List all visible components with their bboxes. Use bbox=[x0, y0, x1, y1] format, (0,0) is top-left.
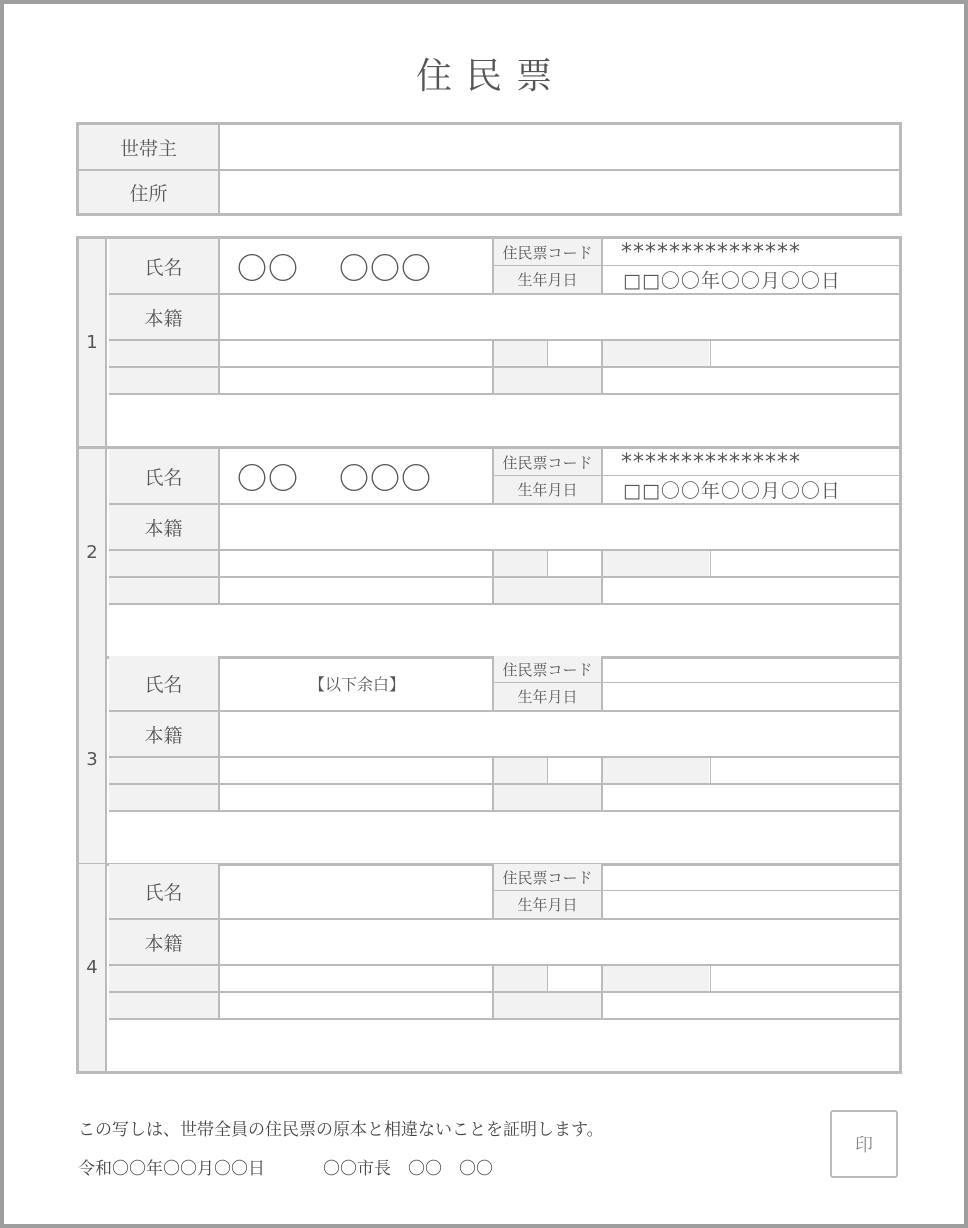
blank-label-cell bbox=[494, 341, 547, 366]
blank-label-cell bbox=[494, 966, 547, 991]
grid-line bbox=[492, 864, 494, 918]
grid-line bbox=[710, 756, 711, 783]
grid-line bbox=[710, 964, 711, 991]
grid-line bbox=[492, 449, 494, 503]
family-name: 〇〇 bbox=[237, 462, 299, 497]
given-name: 〇〇〇 bbox=[339, 252, 432, 287]
document-title: 住民票 bbox=[415, 56, 566, 97]
grid-line bbox=[109, 603, 899, 605]
issue-date: 令和〇〇年〇〇月〇〇日 bbox=[78, 1159, 265, 1179]
name-label: 氏名 bbox=[109, 656, 218, 710]
seal-label: 印 bbox=[855, 1135, 873, 1156]
grid-line bbox=[109, 810, 899, 812]
address-label: 住所 bbox=[79, 171, 218, 213]
member-name-value bbox=[237, 864, 494, 918]
grid-line bbox=[494, 265, 899, 266]
blank-label-cell bbox=[494, 578, 601, 603]
blank-label-cell bbox=[494, 368, 601, 393]
grid-line bbox=[109, 756, 899, 758]
grid-line bbox=[547, 339, 548, 366]
given-name: 〇〇〇 bbox=[339, 462, 432, 497]
blank-label-cell bbox=[494, 758, 547, 783]
resident-code-label: 住民票コード bbox=[494, 864, 601, 890]
grid-line bbox=[492, 339, 494, 393]
member-block-2 bbox=[79, 449, 899, 656]
grid-line bbox=[109, 1018, 899, 1020]
blank-label-cell bbox=[109, 578, 218, 603]
grid-line bbox=[109, 991, 899, 993]
grid-line bbox=[601, 549, 603, 603]
grid-line bbox=[109, 339, 899, 341]
grid-line bbox=[109, 549, 899, 551]
birthdate-label: 生年月日 bbox=[494, 683, 601, 710]
name-label: 氏名 bbox=[109, 449, 218, 503]
blank-label-cell bbox=[494, 551, 547, 576]
member-number: 2 bbox=[79, 449, 107, 656]
birthdate-value: □□〇〇年〇〇月〇〇日 bbox=[623, 270, 841, 292]
grid-line bbox=[601, 656, 603, 710]
member-block-4 bbox=[79, 864, 899, 1071]
honseki-label: 本籍 bbox=[109, 295, 218, 339]
grid-line bbox=[218, 656, 220, 810]
household-head-value bbox=[229, 125, 889, 169]
member-number: 1 bbox=[79, 239, 107, 446]
name-label: 氏名 bbox=[109, 864, 218, 918]
grid-line bbox=[218, 239, 220, 393]
grid-line bbox=[710, 339, 711, 366]
honseki-label: 本籍 bbox=[109, 920, 218, 964]
resident-code-value: *************** bbox=[621, 239, 801, 265]
blank-label-cell bbox=[602, 551, 709, 576]
honseki-label: 本籍 bbox=[109, 712, 218, 756]
member-number: 4 bbox=[79, 864, 107, 1071]
household-section bbox=[76, 122, 902, 216]
members-table bbox=[76, 236, 902, 1074]
blank-label-cell bbox=[494, 785, 601, 810]
name-label: 氏名 bbox=[109, 239, 218, 293]
grid-line bbox=[494, 890, 899, 891]
member-name-value bbox=[237, 239, 494, 293]
blank-label-cell bbox=[602, 758, 709, 783]
blank-label-cell bbox=[602, 341, 709, 366]
grid-line bbox=[547, 549, 548, 576]
grid-line bbox=[601, 964, 603, 1018]
mayor-name: 〇〇市長 〇〇 〇〇 bbox=[323, 1159, 493, 1179]
grid-line bbox=[601, 756, 603, 810]
resident-code-value bbox=[603, 864, 899, 890]
remaining-blank-note: 【以下余白】 bbox=[308, 674, 405, 694]
birthdate-value bbox=[603, 891, 899, 918]
grid-line bbox=[494, 475, 899, 476]
resident-code-value: *************** bbox=[621, 449, 801, 475]
grid-line bbox=[109, 393, 899, 395]
grid-line bbox=[218, 864, 220, 1018]
blank-label-cell bbox=[602, 966, 709, 991]
blank-label-cell bbox=[109, 966, 218, 991]
grid-line bbox=[109, 293, 899, 295]
blank-label-cell bbox=[494, 993, 601, 1018]
birthdate-label: 生年月日 bbox=[494, 476, 601, 503]
member-block-1 bbox=[79, 239, 899, 446]
certification-text: この写しは、世帯全員の住民票の原本と相違ないことを証明します。 bbox=[78, 1120, 604, 1140]
resident-code-label: 住民票コード bbox=[494, 239, 601, 265]
grid-line bbox=[710, 549, 711, 576]
blank-label-cell bbox=[109, 758, 218, 783]
grid-line bbox=[109, 918, 899, 920]
resident-code-label: 住民票コード bbox=[494, 656, 601, 682]
grid-line bbox=[494, 682, 899, 683]
blank-label-cell bbox=[109, 785, 218, 810]
member-block-3 bbox=[79, 656, 899, 863]
grid-line bbox=[492, 239, 494, 293]
blank-label-cell bbox=[109, 341, 218, 366]
grid-line bbox=[547, 756, 548, 783]
family-name: 〇〇 bbox=[237, 252, 299, 287]
grid-line bbox=[601, 449, 603, 503]
resident-code-value bbox=[603, 656, 899, 682]
grid-line bbox=[601, 864, 603, 918]
grid-line bbox=[492, 756, 494, 810]
grid-line bbox=[601, 339, 603, 393]
grid-line bbox=[492, 964, 494, 1018]
birthdate-label: 生年月日 bbox=[494, 266, 601, 293]
honseki-label: 本籍 bbox=[109, 505, 218, 549]
grid-line bbox=[547, 964, 548, 991]
household-head-label: 世帯主 bbox=[79, 125, 218, 169]
member-name-value bbox=[237, 449, 494, 503]
blank-label-cell bbox=[109, 993, 218, 1018]
blank-label-cell bbox=[109, 551, 218, 576]
address-value bbox=[229, 171, 889, 213]
blank-label-cell bbox=[109, 368, 218, 393]
grid-line bbox=[109, 964, 899, 966]
grid-line bbox=[492, 549, 494, 603]
seal-stamp-box bbox=[830, 1110, 898, 1178]
grid-line bbox=[218, 449, 220, 603]
birthdate-value bbox=[603, 683, 899, 710]
member-number: 3 bbox=[79, 656, 107, 863]
issue-line bbox=[78, 1154, 493, 1179]
grid-line bbox=[109, 710, 899, 712]
birthdate-value: □□〇〇年〇〇月〇〇日 bbox=[623, 480, 841, 502]
resident-code-label: 住民票コード bbox=[494, 449, 601, 475]
grid-line bbox=[492, 656, 494, 710]
household-column-divider bbox=[218, 125, 220, 213]
birthdate-label: 生年月日 bbox=[494, 891, 601, 918]
grid-line bbox=[109, 783, 899, 785]
grid-line bbox=[109, 576, 899, 578]
grid-line bbox=[601, 239, 603, 293]
grid-line bbox=[109, 366, 899, 368]
grid-line bbox=[109, 503, 899, 505]
